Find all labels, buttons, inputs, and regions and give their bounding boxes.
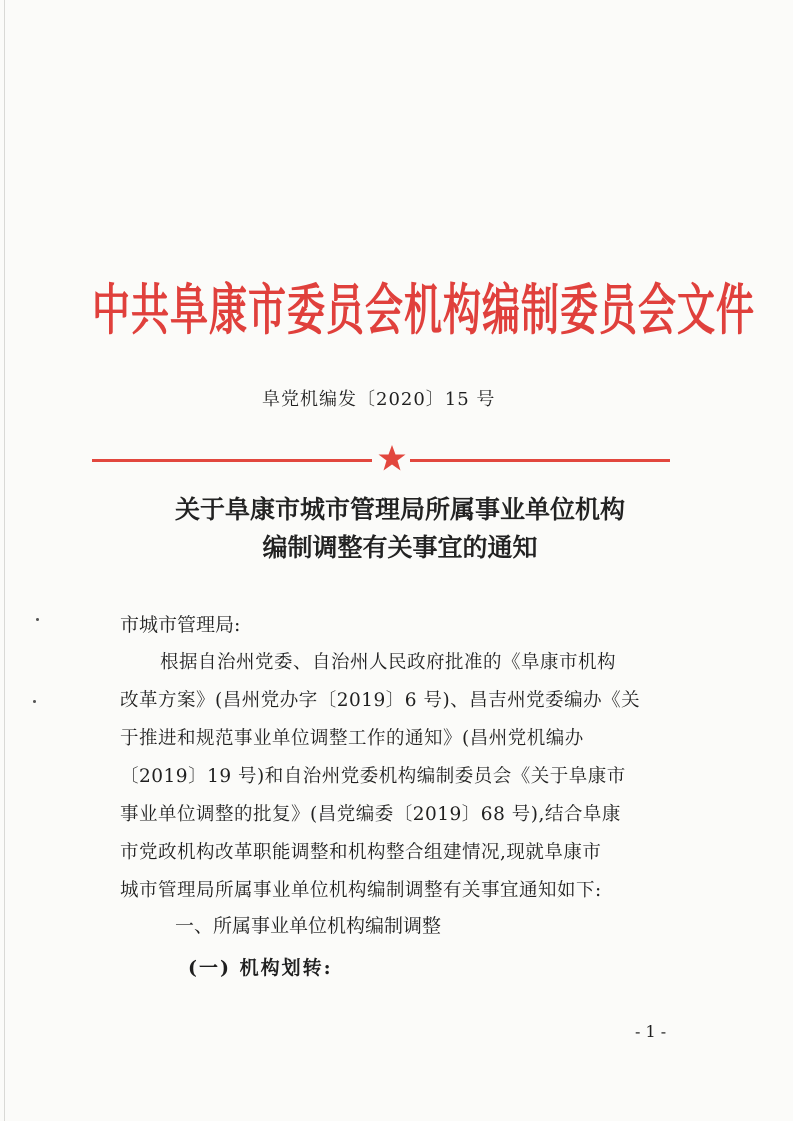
document-header-title: 中共阜康市委员会机构编制委员会文件 [92, 278, 756, 342]
subsection-heading: (一) 机构划转: [188, 957, 333, 979]
paragraph-line: 根据自治州党委、自治州人民政府批准的《阜康市机构 [160, 652, 617, 673]
addressee: 市城市管理局: [120, 614, 241, 636]
notice-title-line-2: 编制调整有关事宜的通知 [262, 533, 538, 562]
red-divider-left [92, 459, 372, 462]
paragraph-line: 改革方案》(昌州党办字〔2019〕6 号)、昌吉州党委编办《关 [120, 690, 641, 711]
notice-title-line-1: 关于阜康市城市管理局所属事业单位机构 [174, 495, 625, 524]
scan-edge-line [4, 0, 5, 1121]
section-heading: 一、所属事业单位机构编制调整 [175, 915, 442, 937]
paragraph-line: 〔2019〕19 号)和自治州党委机构编制委员会《关于阜康市 [120, 766, 626, 787]
document-number: 阜党机编发〔2020〕15 号 [262, 389, 496, 410]
paragraph-line: 市党政机构改革职能调整和机构整合组建情况,现就阜康市 [120, 842, 602, 863]
paragraph-line: 于推进和规范事业单位调整工作的通知》(昌州党机编办 [120, 728, 584, 749]
paragraph-line: 事业单位调整的批复》(昌党编委〔2019〕68 号),结合阜康 [120, 804, 621, 825]
scan-speck [33, 700, 36, 703]
star-icon [377, 443, 407, 473]
paragraph-line: 城市管理局所属事业单位机构编制调整有关事宜通知如下: [120, 880, 602, 901]
scan-speck [36, 618, 39, 621]
red-divider-right [410, 459, 670, 462]
page-number: - 1 - [635, 1022, 667, 1041]
